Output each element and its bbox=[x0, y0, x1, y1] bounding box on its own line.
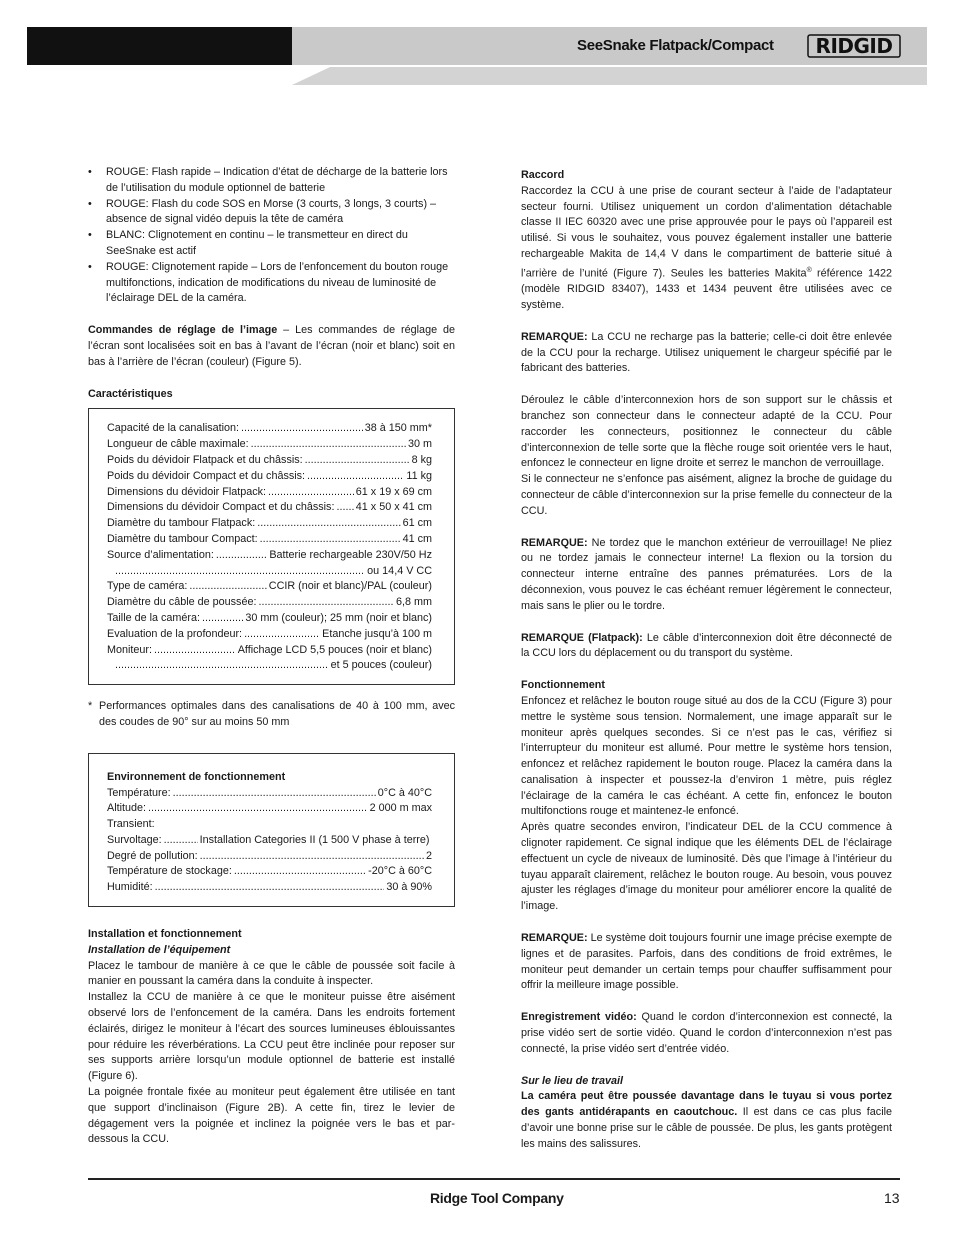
list-item: • ROUGE: Flash du code SOS en Morse (3 courts, 3 longs, 3 courts) – absence de signal vidéo depuis la tête de caméra bbox=[88, 197, 455, 229]
remark-paragraph: REMARQUE: Ne tordez que le manchon extérieur de verrouillage! Ne pliez ou ne tordez jamais le connecteur interne! La flexion ou la torsion du connecteur interne entraîne des pannes prématurées. Lors de la déconnexion, vous pouvez le cas échéant remuer légèrement le connecteur, mais sans le plier ou le tordre. bbox=[521, 536, 892, 612]
page-number: 13 bbox=[884, 1190, 900, 1206]
spec-row: ..... ou 14,4 V CC bbox=[107, 564, 432, 580]
raccord-paragraph: Raccordez la CCU à une prise de courant secteur à l’aide de l’adaptateur secteur fourni. Utilisez uniquement un cordon d’alimentation détachable classe II IEC 60320 avec une prise approuvée pour le pays où l’appareil est utilisé. Si vous le souhaitez, vous pouvez également installer une batterie rechargeable Makita de 14,4 V dans le compartiment de batterie situé à l’arrière de l’unité (Figure 7). Seules les batteries Makita® référence 1422 (modèle RIDGID 83407), 1433 et 1434 peuvent être utilisées avec ce système. bbox=[521, 184, 892, 311]
environment-heading: Environnement de fonctionnement bbox=[107, 770, 286, 783]
installation-heading: Installation et fonctionnement bbox=[88, 928, 242, 941]
image-controls-label: Commandes de réglage de l’image bbox=[88, 324, 278, 337]
document-title: SeeSnake Flatpack/Compact bbox=[577, 37, 774, 54]
env-row: Degré de pollution: ..... 2 bbox=[107, 849, 432, 865]
installation-paragraph: Installez la CCU de manière à ce que le moniteur puisse être aisément observé lors de l’enfoncement de la caméra. Dans les endroits fortement éclairés, dirigez le moniteur à l’écart des sources lumineuses éblouissantes pour réduire les réverbérations. La CCU peut être inclinée pour reposer sur ses supports arrière lorsqu’un module optionnel de batterie est installé (Figure 6). bbox=[88, 991, 455, 1083]
remark-paragraph: REMARQUE (Flatpack): Le câble d’interconnexion doit être déconnecté de la CCU lors du déplacement ou du transport du système. bbox=[521, 631, 892, 660]
spec-row: Capacité de la canalisation: ..... 38 à 150 mm* bbox=[107, 421, 432, 437]
spec-row: Taille de la caméra: ..... 30 mm (couleur); 25 mm (noir et blanc) bbox=[107, 611, 432, 627]
footer-rule bbox=[88, 1178, 900, 1180]
env-row: Température de stockage: ..... -20°C à 60°C bbox=[107, 864, 432, 880]
header-black-bar bbox=[27, 27, 292, 65]
installation-subheading: Installation de l’équipement bbox=[88, 943, 231, 956]
spec-row: Evaluation de la profondeur: ..... Etanche jusqu’à 100 m bbox=[107, 627, 432, 643]
remark-paragraph: REMARQUE: La CCU ne recharge pas la batterie; celle-ci doit être enlevée de la CCU pour la recharge. Utilisez uniquement le chargeur spécifié par le fabricant des batteries. bbox=[521, 330, 892, 375]
operation-heading: Fonctionnement bbox=[521, 679, 605, 692]
spec-row: Poids du dévidoir Compact et du châssis: ..... 11 kg bbox=[107, 469, 432, 485]
footer-company: Ridge Tool Company bbox=[430, 1190, 564, 1206]
spec-row: Diamètre du câble de poussée: ..... 6,8 mm bbox=[107, 595, 432, 611]
left-column bbox=[88, 165, 455, 1148]
spec-row: Type de caméra: ..... CCIR (noir et blanc)/PAL (couleur) bbox=[107, 579, 432, 595]
specs-footnote: * Performances optimales dans des canalisations de 40 à 100 mm, avec des coudes de 90° sur au moins 50 mm bbox=[88, 700, 455, 728]
video-paragraph: Enregistrement vidéo: Quand le cordon d’interconnexion est connecté, la prise vidéo sert de sortie vidéo. Quand le cordon d’interconnexion n’est pas connecté, la prise vidéo sert d’entrée vidéo. bbox=[521, 1011, 892, 1055]
specs-heading: Caractéristiques bbox=[88, 387, 173, 400]
operation-paragraph: Après quatre secondes environ, l’indicateur DEL de la CCU commence à clignoter rapidement. Ce signal indique que les éléments DEL de l’éclairage effectuent un cycle de niveaux de luminosité. Dès que l’image à l’intérieur du tuyau apparaît clairement, relâchez le bouton rouge. Au besoin, vous pouvez ajuster les réglages d’image du moniteur pour améliorer encore la qualité de l’image. bbox=[521, 821, 892, 913]
list-item: • ROUGE: Flash rapide – Indication d’état de décharge de la batterie lors de l’utilisation du module optionnel de batterie bbox=[88, 165, 455, 197]
connector-paragraph: Déroulez le câble d’interconnexion hors de son support sur le châssis et branchez son connecteur dans le connecteur adapté de la CCU. Pour raccorder les connecteurs, positionnez le connecteur du câble d’interconnexion de telle sorte que la flèche rouge soit orientée vers le haut, enfoncez le connecteur en ligne droite et serrez le manchon de verrouillage. bbox=[521, 394, 892, 470]
operation-paragraph: Enfoncez et relâchez le bouton rouge situé au dos de la CCU (Figure 3) pour mettre le système sous tension. Normalement, une image apparaît sur le moniteur après quelques secondes. Si ce n’est pas le cas, vérifiez si l’interrupteur du moniteur est allumé. Pour mettre le système hors tension, enfoncez et relâchez rapidement le bouton rouge. Placez la caméra dans la canalisation à inspecter et poussez-la d’environ 1 mètre, puis réglez l’éclairage de la caméra le cas échéant. A cette fin, enfoncez le bouton multifonctions rouge et maintenez-le enfoncé. bbox=[521, 694, 892, 818]
environment-box bbox=[88, 753, 455, 907]
raccord-heading: Raccord bbox=[521, 169, 565, 181]
header-decorative-strip bbox=[292, 67, 927, 85]
list-item: • BLANC: Clignotement en continu – le transmetteur en direct du SeeSnake est actif bbox=[88, 228, 455, 260]
remark-paragraph: REMARQUE: Le système doit toujours fournir une image précise exempte de lignes et de parasites. Parfois, dans des conditions de froid extrêmes, le moniteur peut demander un certain temps pour chauffer suffisamment pour offrir la meilleure image possible. bbox=[521, 932, 892, 992]
ridgid-logo bbox=[806, 31, 902, 61]
spec-row: Poids du dévidoir Flatpack et du châssis: ..... 8 kg bbox=[107, 453, 432, 469]
worksite-subheading: Sur le lieu de travail bbox=[521, 1074, 624, 1087]
connector-paragraph: Si le connecteur ne s’enfonce pas aisément, alignez la broche de guidage du connecteur de câble d’interconnexion sur la prise femelle du connecteur de la CCU. bbox=[521, 473, 892, 517]
installation-paragraph: La poignée frontale fixée au moniteur peut également être utilisée en tant que support d’inclinaison (Figure 2B). A cette fin, tirez le levier de dégagement vers la poignée et inclinez la poignée vers le bas et par-dessous la CCU. bbox=[88, 1086, 455, 1146]
list-item: • ROUGE: Clignotement rapide – Lors de l’enfoncement du bouton rouge multifonctions, indication de modifications du niveau de luminosité de l’éclairage DEL de la caméra. bbox=[88, 260, 455, 307]
env-row: Altitude: ..... 2 000 m max bbox=[107, 801, 432, 817]
spec-row: Source d’alimentation: ..... Batterie rechargeable 230V/50 Hz bbox=[107, 548, 432, 564]
installation-paragraph: Placez le tambour de manière à ce que le câble de poussée soit facile à manier en poussant la caméra dans la conduite à inspecter. bbox=[88, 959, 455, 988]
logo-text: RIDGID bbox=[815, 34, 893, 58]
right-column bbox=[521, 168, 892, 1153]
spec-row: ..... et 5 pouces (couleur) bbox=[107, 658, 432, 674]
env-row: Survoltage: ..... Installation Categories II (1 500 V phase à terre) bbox=[107, 833, 432, 849]
spec-row: Longueur de câble maximale: ..... 30 m bbox=[107, 437, 432, 453]
specs-box bbox=[88, 408, 455, 685]
led-status-list bbox=[88, 165, 455, 307]
spec-row: Diamètre du tambour Flatpack: ..... 61 cm bbox=[107, 516, 432, 532]
env-row: Transient: bbox=[107, 818, 155, 831]
image-controls-paragraph bbox=[88, 323, 455, 370]
env-row: Température: ..... 0°C à 40°C bbox=[107, 786, 432, 802]
image-controls-text: – Les commandes de réglage de l’écran sont localisées soit en bas à l’avant de l’écran (noir et blanc) soit en bas à l’arrière de l’écran (couleur) (Figure 5). bbox=[88, 324, 455, 368]
worksite-paragraph: La caméra peut être poussée davantage dans le tuyau si vous portez des gants antidérapants en caoutchouc. Il est dans ce cas plus facile d’avoir une bonne prise sur le câble de poussée. De plus, les gants protègent les mains des salissures. bbox=[521, 1090, 893, 1150]
spec-row: Moniteur: ..... Affichage LCD 5,5 pouces (noir et blanc) bbox=[107, 643, 432, 659]
spec-row: Dimensions du dévidoir Compact et du châssis: ..... 41 x 50 x 41 cm bbox=[107, 500, 432, 516]
spec-row: Diamètre du tambour Compact: ..... 41 cm bbox=[107, 532, 432, 548]
spec-row: Dimensions du dévidoir Flatpack: ..... 61 x 19 x 69 cm bbox=[107, 485, 432, 501]
env-row: Humidité: ..... 30 à 90% bbox=[107, 880, 432, 896]
